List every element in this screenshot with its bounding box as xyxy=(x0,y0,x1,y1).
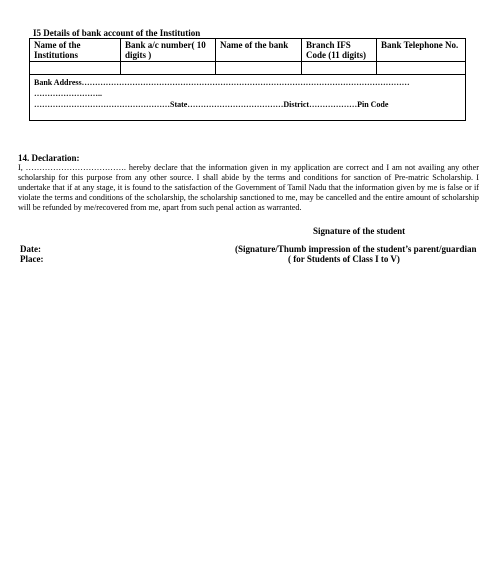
address-line-2: …………………….. xyxy=(34,89,102,98)
date-label: Date: xyxy=(20,244,41,254)
bank-details-table xyxy=(29,38,466,121)
table-row xyxy=(30,62,466,75)
bank-address-cell[interactable] xyxy=(30,75,466,121)
header-ifs-code: Branch IFS Code (11 digits) xyxy=(302,39,377,62)
account-number-cell[interactable] xyxy=(121,62,216,75)
student-signature-label: Signature of the student xyxy=(313,226,406,236)
address-line-3: ……………………………………………State………………………………District………………Pin Code xyxy=(34,100,389,109)
telephone-cell[interactable] xyxy=(377,62,466,75)
header-bank-name: Name of the bank xyxy=(216,39,302,62)
declaration-text: I, ………………………………. hereby declare that the information given in my application are correct and I am not availing any other scholarship for this purpose from any other source. I shall abide by the terms and conditions for sanction of Pre-matric Scholarship. I undertake that if at any stage, it is found to the satisfaction of the Government of Tamil Nadu that the information given by me is false or if violate the terms and conditions of the scholarship, the scholarship sanctioned to me, may be cancelled and the entire amount of scholarship will be refunded by me/recovered from me, apart from such penal action as warranted. xyxy=(18,163,479,212)
bank-section-title: I5 Details of bank account of the Institution xyxy=(33,28,201,38)
bank-name-cell[interactable] xyxy=(216,62,302,75)
address-line-1: Bank Address…………………………………………………………………………………………………………… xyxy=(34,78,410,87)
header-account-number: Bank a/c number( 10 digits ) xyxy=(121,39,216,62)
parent-signature-note: ( for Students of Class I to V) xyxy=(288,254,400,264)
header-institution-name: Name of the Institutions xyxy=(30,39,121,62)
institution-name-cell[interactable] xyxy=(30,62,121,75)
header-telephone: Bank Telephone No. xyxy=(377,39,466,62)
parent-signature-label: (Signature/Thumb impression of the student’s parent/guardian xyxy=(235,244,477,254)
ifs-code-cell[interactable] xyxy=(302,62,377,75)
table-header-row xyxy=(30,39,466,62)
declaration-title: 14. Declaration: xyxy=(18,153,80,163)
place-label: Place: xyxy=(20,254,44,264)
bank-address-row xyxy=(30,75,466,121)
